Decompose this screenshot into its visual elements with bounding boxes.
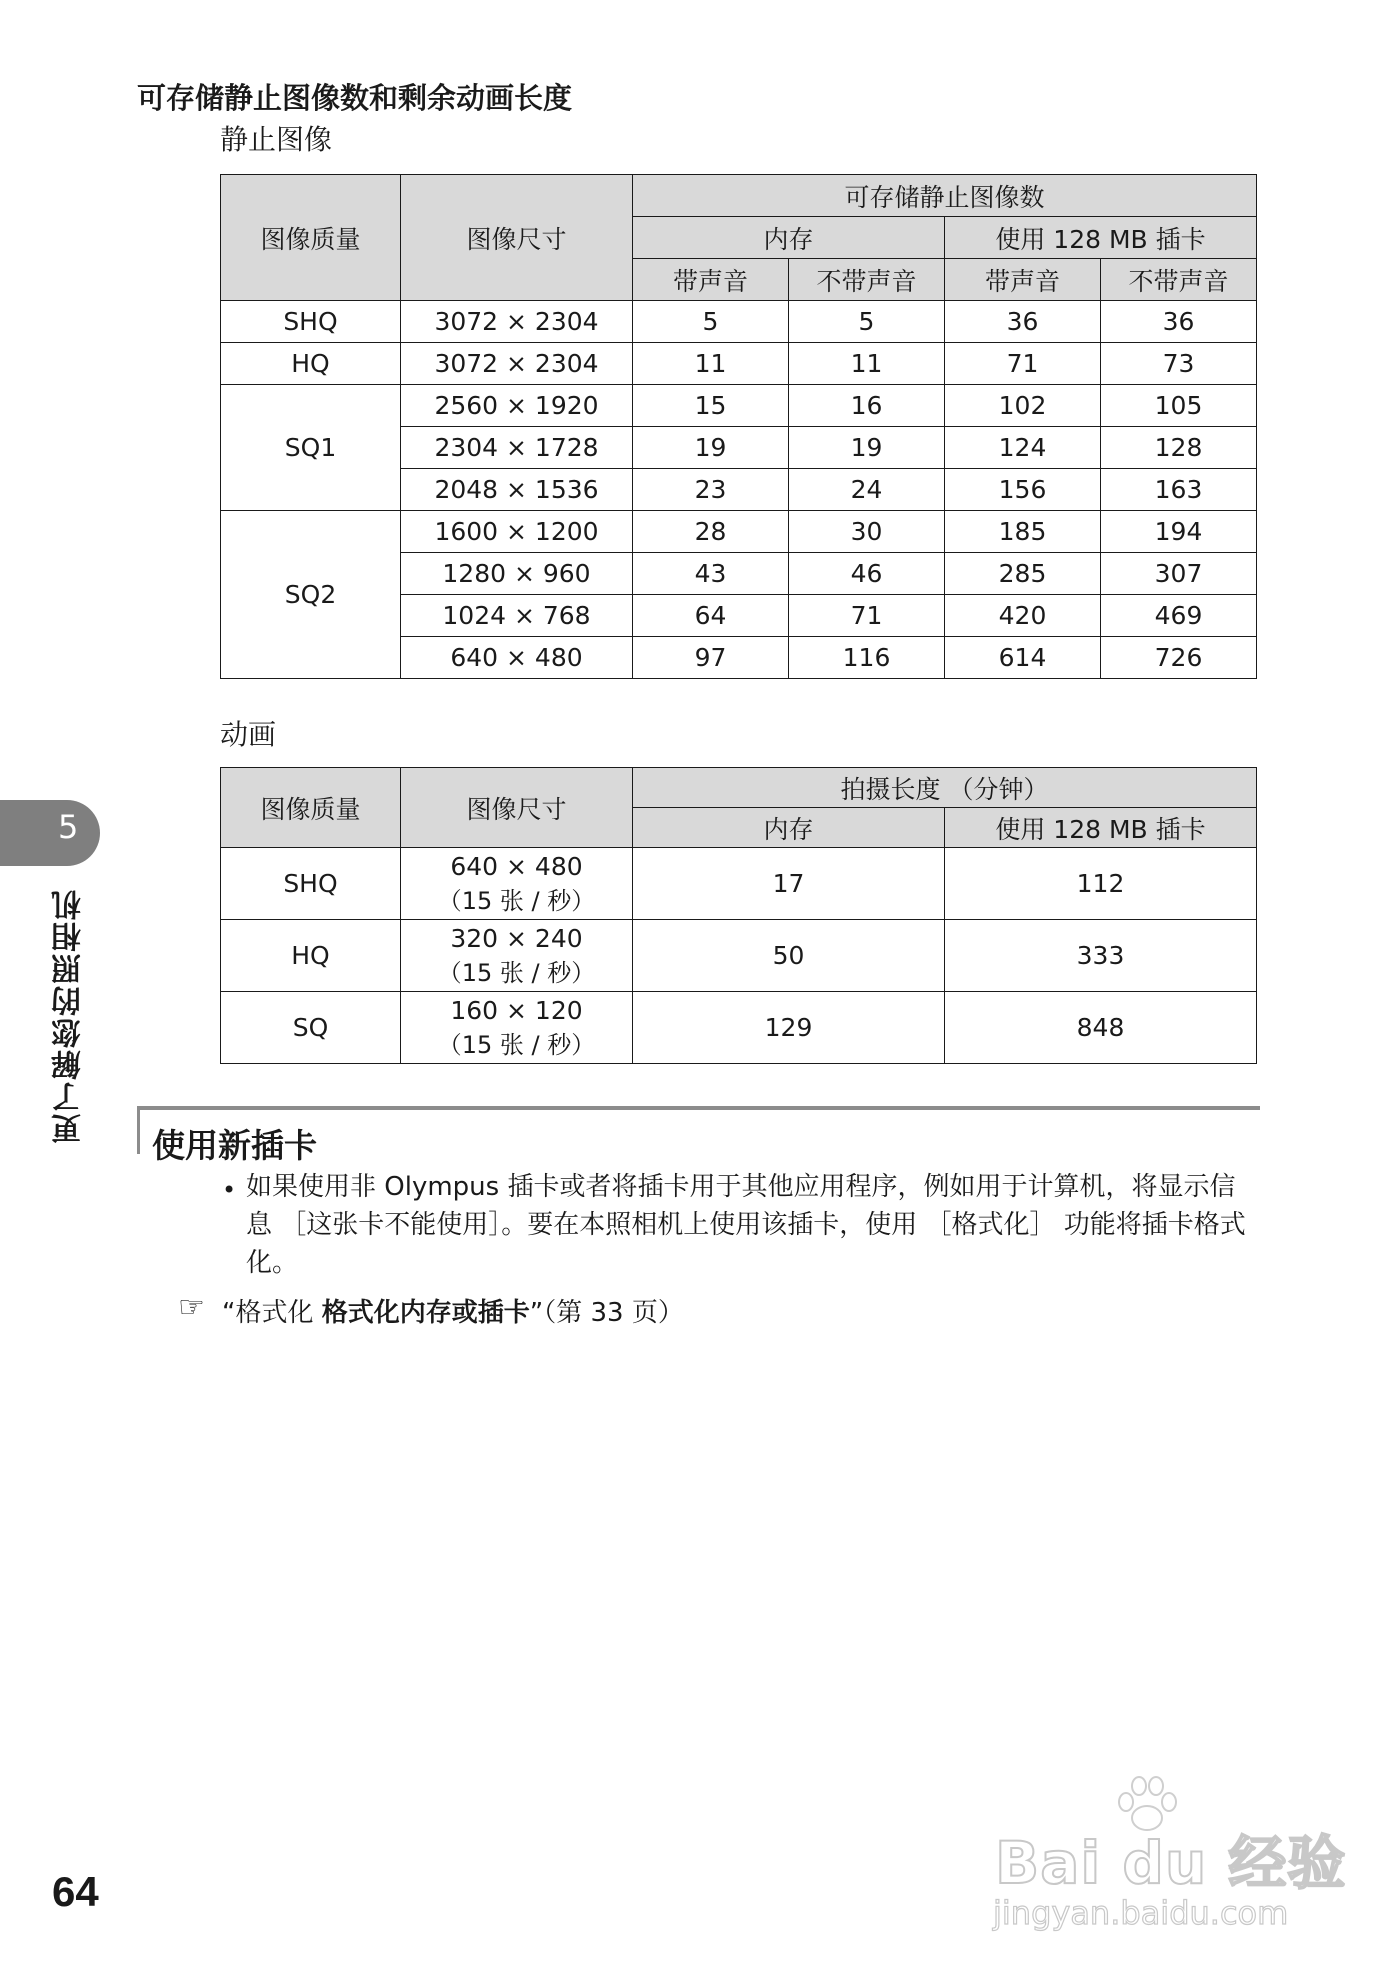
- quality-cell: HQ: [221, 343, 401, 385]
- header-internal-with-sound: 带声音: [633, 259, 789, 301]
- header-card: 使用 128 MB 插卡: [945, 808, 1257, 848]
- value-cell: 105: [1101, 385, 1257, 427]
- value-cell: 64: [633, 595, 789, 637]
- value-cell: 97: [633, 637, 789, 679]
- header-length: 拍摄长度 （分钟）: [633, 768, 1257, 808]
- header-size: 图像尺寸: [401, 768, 633, 848]
- value-cell: 24: [789, 469, 945, 511]
- value-cell: 112: [945, 848, 1257, 920]
- quality-cell: HQ: [221, 920, 401, 992]
- value-cell: 116: [789, 637, 945, 679]
- value-cell: 420: [945, 595, 1101, 637]
- quality-cell: SHQ: [221, 301, 401, 343]
- value-cell: 17: [633, 848, 945, 920]
- pointing-hand-icon: ☞: [178, 1290, 205, 1325]
- value-cell: 19: [633, 427, 789, 469]
- quality-cell: SQ: [221, 992, 401, 1064]
- value-cell: 43: [633, 553, 789, 595]
- reference-suffix: ”（第 33 页）: [529, 1298, 684, 1328]
- frame-rate: （15 张 / 秒）: [437, 1030, 596, 1059]
- value-cell: 73: [1101, 343, 1257, 385]
- table-row: [221, 920, 1257, 992]
- quality-cell: SQ2: [221, 511, 401, 679]
- header-internal: 内存: [633, 808, 945, 848]
- value-cell: 46: [789, 553, 945, 595]
- value-cell: 333: [945, 920, 1257, 992]
- size-cell: 2304 × 1728: [401, 427, 633, 469]
- size-cell: 1024 × 768: [401, 595, 633, 637]
- value-cell: 128: [1101, 427, 1257, 469]
- new-card-title: 使用新插卡: [152, 1126, 317, 1165]
- size-cell: 640 × 480: [401, 637, 633, 679]
- size-cell: 2048 × 1536: [401, 469, 633, 511]
- value-cell: 156: [945, 469, 1101, 511]
- table-row: [221, 992, 1257, 1064]
- value-cell: 36: [945, 301, 1101, 343]
- value-cell: 71: [945, 343, 1101, 385]
- chapter-tab: [0, 800, 100, 866]
- watermark-url: jingyan.baidu.com: [993, 1894, 1289, 1932]
- value-cell: 30: [789, 511, 945, 553]
- bullet-text: 如果使用非 Olympus 插卡或者将插卡用于其他应用程序，例如用于计算机，将显示信息 ［这张卡不能使用］。要在本照相机上使用该插卡，使用 ［格式化］ 功能将插卡格式化。: [246, 1172, 1246, 1278]
- section-rule: [137, 1106, 1260, 1110]
- size-cell: [401, 848, 633, 920]
- value-cell: 129: [633, 992, 945, 1064]
- value-cell: 19: [789, 427, 945, 469]
- quality-cell: SQ1: [221, 385, 401, 511]
- header-quality: 图像质量: [221, 768, 401, 848]
- value-cell: 71: [789, 595, 945, 637]
- size-value: 160 × 120: [450, 995, 583, 1025]
- frame-rate: （15 张 / 秒）: [437, 958, 596, 987]
- value-cell: 726: [1101, 637, 1257, 679]
- value-cell: 614: [945, 637, 1101, 679]
- value-cell: 848: [945, 992, 1257, 1064]
- size-cell: 1600 × 1200: [401, 511, 633, 553]
- value-cell: 23: [633, 469, 789, 511]
- value-cell: 124: [945, 427, 1101, 469]
- frame-rate: （15 张 / 秒）: [437, 886, 596, 915]
- page-number: 64: [52, 1868, 99, 1915]
- header-internal-without-sound: 不带声音: [789, 259, 945, 301]
- table-row: [221, 511, 1257, 553]
- header-card-without-sound: 不带声音: [1101, 259, 1257, 301]
- size-cell: 1280 × 960: [401, 553, 633, 595]
- table-row: [221, 385, 1257, 427]
- chapter-number: 5: [58, 808, 79, 846]
- movie-subtitle: 动画: [220, 718, 277, 751]
- table-row: [221, 848, 1257, 920]
- size-value: 640 × 480: [450, 851, 583, 881]
- value-cell: 16: [789, 385, 945, 427]
- reference-title: 格式化内存或插卡: [321, 1298, 530, 1328]
- section-rule-left: [137, 1106, 140, 1154]
- value-cell: 36: [1101, 301, 1257, 343]
- header-card: 使用 128 MB 插卡: [945, 217, 1257, 259]
- movie-table: [220, 767, 1257, 1064]
- value-cell: 11: [789, 343, 945, 385]
- header-internal: 内存: [633, 217, 945, 259]
- value-cell: 28: [633, 511, 789, 553]
- table-row: [221, 301, 1257, 343]
- value-cell: 185: [945, 511, 1101, 553]
- value-cell: 163: [1101, 469, 1257, 511]
- chapter-title: 更了解您的照相机: [52, 888, 87, 1144]
- header-size: 图像尺寸: [401, 175, 633, 301]
- size-cell: 3072 × 2304: [401, 343, 633, 385]
- header-quality: 图像质量: [221, 175, 401, 301]
- size-cell: [401, 992, 633, 1064]
- value-cell: 15: [633, 385, 789, 427]
- value-cell: 50: [633, 920, 945, 992]
- still-image-table: [220, 174, 1257, 679]
- bullet-icon: •: [222, 1176, 237, 1204]
- value-cell: 102: [945, 385, 1101, 427]
- header-card-with-sound: 带声音: [945, 259, 1101, 301]
- header-count: 可存储静止图像数: [633, 175, 1257, 217]
- watermark-logo: Bai du 经验: [995, 1829, 1347, 1897]
- value-cell: 5: [789, 301, 945, 343]
- still-image-subtitle: 静止图像: [220, 123, 333, 156]
- value-cell: 5: [633, 301, 789, 343]
- size-cell: 2560 × 1920: [401, 385, 633, 427]
- value-cell: 194: [1101, 511, 1257, 553]
- reference-link[interactable]: [222, 1292, 684, 1329]
- table-row: [221, 343, 1257, 385]
- value-cell: 285: [945, 553, 1101, 595]
- section-title: 可存储静止图像数和剩余动画长度: [137, 81, 573, 115]
- quality-cell: SHQ: [221, 848, 401, 920]
- value-cell: 469: [1101, 595, 1257, 637]
- size-cell: 3072 × 2304: [401, 301, 633, 343]
- size-value: 320 × 240: [450, 923, 583, 953]
- size-cell: [401, 920, 633, 992]
- value-cell: 307: [1101, 553, 1257, 595]
- value-cell: 11: [633, 343, 789, 385]
- reference-prefix: “格式化: [222, 1298, 322, 1328]
